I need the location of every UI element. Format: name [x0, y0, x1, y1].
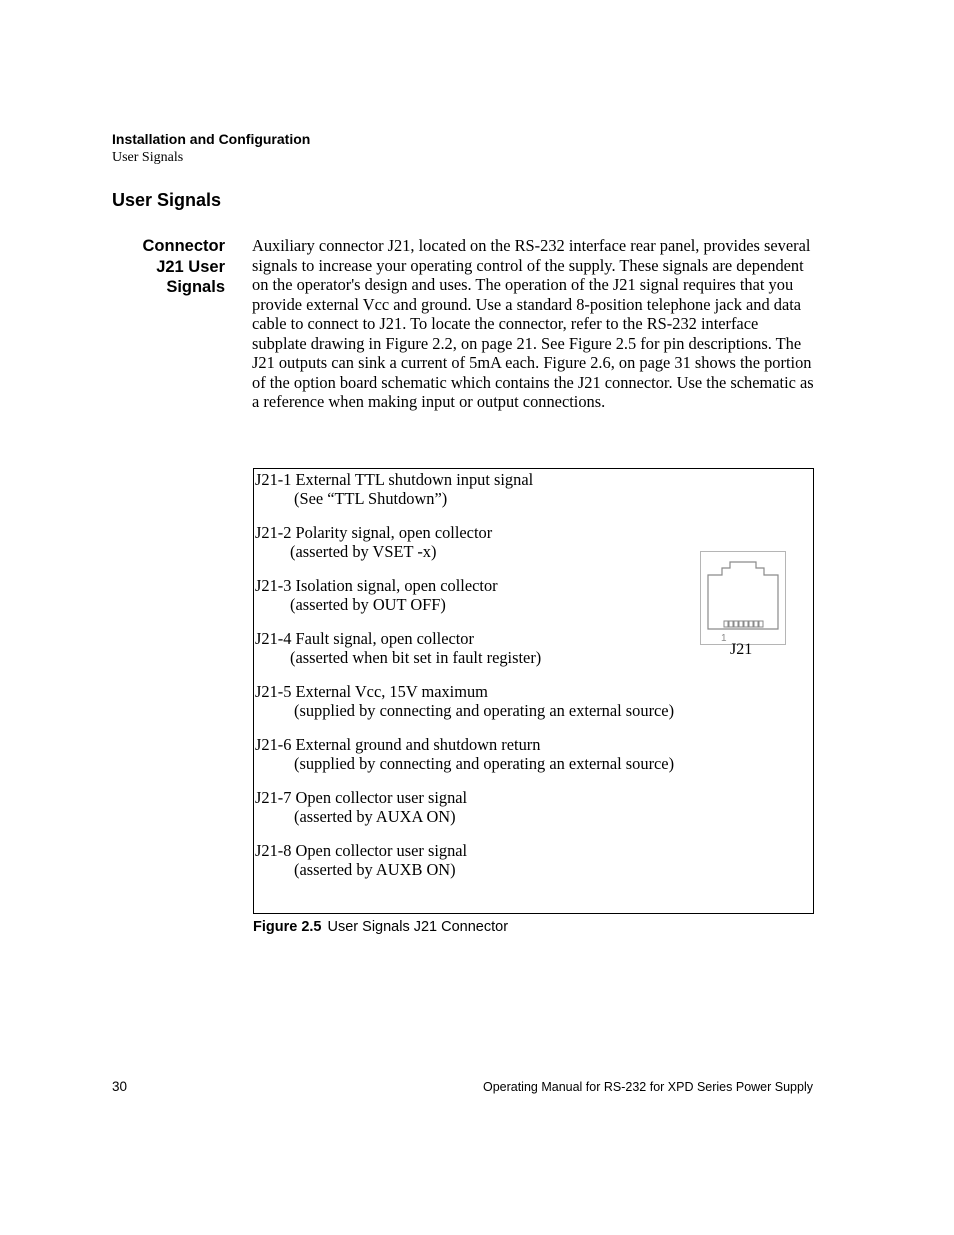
pin-note: (See “TTL Shutdown”)	[294, 489, 448, 508]
side-heading-line-1: Connector	[142, 237, 225, 255]
pin-entry-6	[255, 735, 674, 773]
pin-description: J21-4 Fault signal, open collector	[255, 629, 474, 648]
pin-entry-7	[255, 788, 467, 826]
figure-pin-table	[253, 468, 814, 914]
pin-note: (asserted by OUT OFF)	[290, 595, 446, 614]
pin-entry-2	[255, 523, 492, 561]
pin-description: J21-3 Isolation signal, open collector	[255, 576, 498, 595]
pin-description: J21-5 External Vcc, 15V maximum	[255, 682, 488, 701]
pin-description: J21-1 External TTL shutdown input signal	[255, 470, 534, 489]
pin-note: (asserted by VSET -x)	[290, 542, 437, 561]
rj45-connector-icon	[700, 551, 786, 645]
pin-one-marker: 1	[721, 633, 727, 644]
pin-entry-1	[255, 470, 533, 508]
side-heading-line-3: Signals	[166, 278, 225, 296]
figure-caption	[253, 919, 508, 935]
pin-description: J21-8 Open collector user signal	[255, 841, 468, 860]
pin-note: (supplied by connecting and operating an external source)	[294, 754, 675, 773]
pin-description: J21-6 External ground and shutdown return	[255, 735, 541, 754]
pin-note: (asserted by AUXA ON)	[294, 807, 456, 826]
figure-number: Figure 2.5	[253, 919, 322, 935]
pin-description: J21-2 Polarity signal, open collector	[255, 523, 493, 542]
footer-title: Operating Manual for RS-232 for XPD Series Power Supply	[482, 1080, 813, 1094]
pin-note: (supplied by connecting and operating an external source)	[294, 701, 675, 720]
figure-caption-text: User Signals J21 Connector	[327, 919, 509, 935]
pin-description: J21-7 Open collector user signal	[255, 788, 468, 807]
running-head-section: User Signals	[112, 150, 184, 165]
pin-note: (asserted when bit set in fault register)	[290, 648, 542, 667]
side-heading-line-2: J21 User	[156, 257, 225, 276]
pin-note: (asserted by AUXB ON)	[294, 860, 456, 879]
pin-entry-3	[255, 576, 498, 614]
pin-entry-5	[255, 682, 674, 720]
pin-entry-8	[255, 841, 467, 879]
body-paragraph: Auxiliary connector J21, located on the RS-232 interface rear panel, provides several signals to increase your operating control of the supply. These signals are dependent on the operator's design and uses. The operation of the J21 signal requires that you provide external Vcc and ground. Use a standard 8-position telephone jack and data cable to connect to J21. To locate the connector, refer to the RS-232 interface subplate drawing in Figure 2.2, on page 21. See Figure 2.5 for pin descriptions. The J21 outputs can sink a current of 5mA each. Figure 2.6, on page 31 shows the portion of the option board schematic which contains the J21 connector. Use the schematic as a reference when making input or output connections.	[252, 236, 814, 411]
running-head-chapter: Installation and Configuration	[112, 131, 311, 147]
connector-label: J21	[730, 641, 753, 658]
section-title: User Signals	[112, 190, 222, 210]
side-heading	[100, 236, 225, 298]
page-number: 30	[112, 1079, 128, 1094]
pin-entry-4	[255, 629, 541, 667]
